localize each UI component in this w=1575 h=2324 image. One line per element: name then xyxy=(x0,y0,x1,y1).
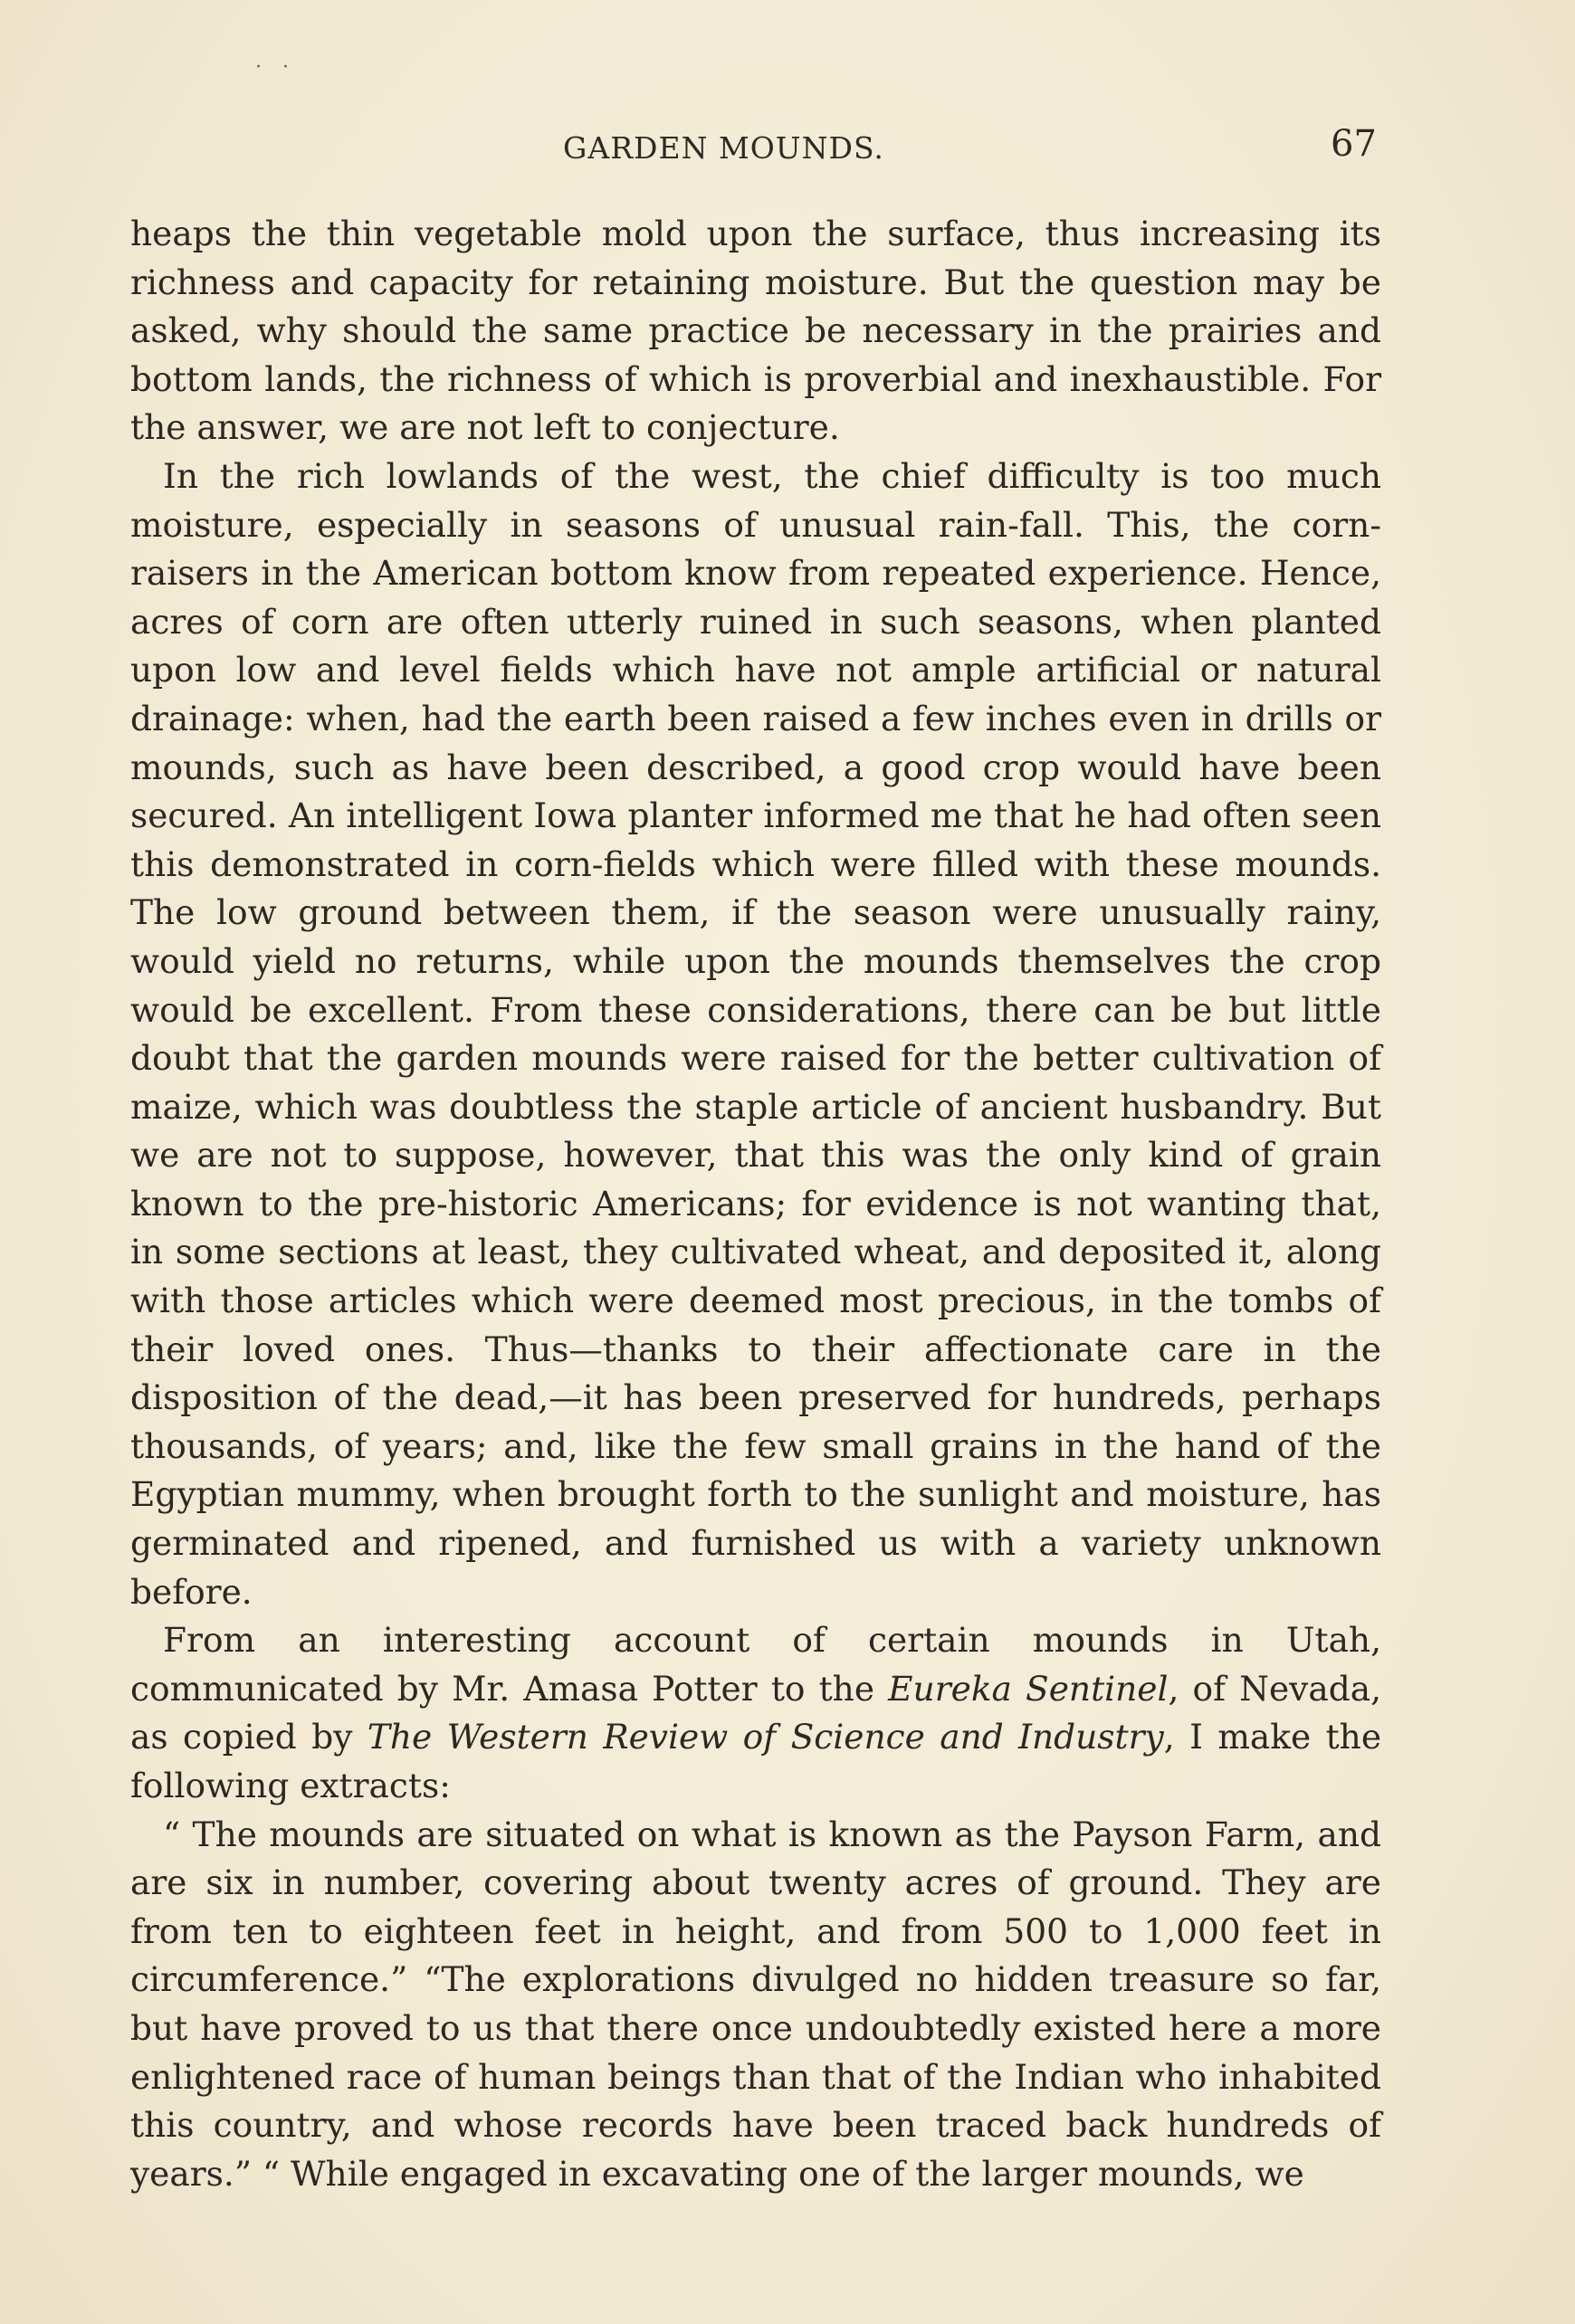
newspaper-title: Eureka Sentinel xyxy=(888,1668,1169,1709)
paragraph-lowlands: In the rich lowlands of the west, the chief difficulty is too much moisture, especially in seasons of unusual rain-fall. This, the corn-raisers in the American bottom know from repeated experience. Hence, acres of corn are often utterly ruined in such seasons, when planted upon low and level fields which have not ample artificial or natural drainage: when, had the earth been raised a few inches even in drills or mounds, such as have been described, a good crop would have been secured. An intelligent Iowa planter informed me that he had often seen this demonstrated in corn-fields which were filled with these mounds. The low ground between them, if the season were unusually rainy, would yield no returns, while upon the mounds themselves the crop would be excellent. From these considerations, there can be but little doubt that the garden mounds were raised for the better cultivation of maize, which was doubtless the staple article of ancient husbandry. But we are not to suppose, however, that this was the only kind of grain known to the pre-historic Americans; for evidence is not wanting that, in some sections at least, they cultivated wheat, and deposited it, along with those articles which were deemed most precious, in the tombs of their loved ones. Thus—thanks to their affectionate care in the disposition of the dead,—it has been preserved for hundreds, perhaps thousands, of years; and, like the few small grains in the hand of the Egyptian mummy, when brought forth to the sunlight and moisture, has germinated and ripened, and furnished us with a variety unknown before. xyxy=(130,455,1381,1612)
paragraph-continuation: heaps the thin vegetable mold upon the surface, thus increasing its richness and capacity for retaining moisture. But the question may be asked, why should the same practice be necessary in the prairies and bottom lands, the richness of which is proverbial and inexhaustible. For the answer, we are not left to conjecture. xyxy=(130,214,1381,448)
paragraph-utah-intro xyxy=(130,1616,1381,1810)
running-title: GARDEN MOUNDS. xyxy=(563,130,884,166)
utah-intro-text-a: From an interesting account of certain mounds in Utah, communicated by Mr. Amasa Potter to the xyxy=(130,1620,1381,1709)
print-specks: · · xyxy=(255,56,296,79)
utah-intro-text-c: , of Nevada, as copied by xyxy=(130,1668,1381,1757)
journal-title: The Western Review of Science and Industry xyxy=(367,1717,1164,1757)
utah-intro-text-e: , I make the following extracts: xyxy=(130,1717,1382,1805)
page-number: 67 xyxy=(1331,123,1377,165)
body-text xyxy=(130,210,1381,2198)
paragraph-mounds-quote: “ The mounds are situated on what is known as the Payson Farm, and are six in number, covering about twenty acres of ground. They are from ten to eighteen feet in height, and from 500 to 1,000 feet in circumference.” “The explorations divulged no hidden treasure so far, but have proved to us that there once undoubtedly existed here a more enlightened race of human beings than that of the Indian who inhabited this country, and whose records have been traced back hundreds of years.” “ While engaged in excavating one of the larger mounds, we xyxy=(130,1814,1381,2194)
running-head xyxy=(0,118,1575,172)
